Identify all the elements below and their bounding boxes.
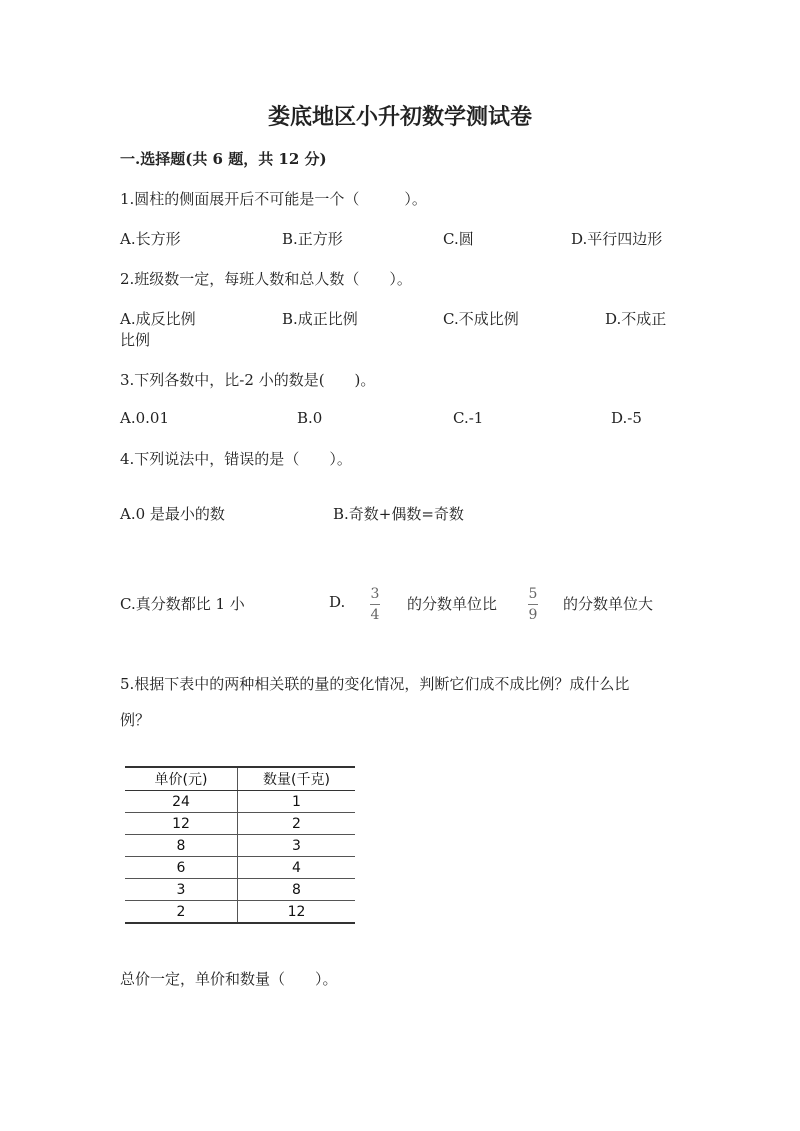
- question-4-text: 4.下列说法中，错误的是（ ）。: [120, 450, 352, 468]
- fraction-five-ninths: [528, 587, 538, 622]
- question-1-option-a[interactable]: A.长方形: [120, 230, 181, 248]
- table-cell: 2: [238, 813, 356, 835]
- fraction-1-numerator: 3: [370, 586, 380, 602]
- fraction-2-bar: [528, 604, 538, 605]
- table-cell: 6: [125, 857, 238, 879]
- fraction-three-quarters: [370, 587, 380, 622]
- table-cell: 12: [125, 813, 238, 835]
- table-cell: 3: [125, 879, 238, 901]
- table-row: [125, 813, 355, 835]
- table-cell: 8: [238, 879, 356, 901]
- fraction-1-bar: [370, 604, 380, 605]
- question-2-option-d[interactable]: D.不成正: [605, 310, 667, 328]
- table-row: [125, 879, 355, 901]
- question-4-option-d-suffix: 的分数单位大: [563, 595, 654, 613]
- question-4-option-b[interactable]: B.奇数+偶数=奇数: [333, 505, 464, 523]
- question-3-option-a[interactable]: A.0.01: [120, 409, 169, 427]
- section-heading: 一.选择题(共 6 题，共 12 分): [120, 150, 327, 168]
- table-row: [125, 835, 355, 857]
- table-cell: 1: [238, 791, 356, 813]
- table-row: [125, 857, 355, 879]
- fraction-2-denominator: 9: [528, 607, 538, 623]
- question-2-text: 2.班级数一定，每班人数和总人数（ ）。: [120, 270, 412, 288]
- table-cell: 24: [125, 791, 238, 813]
- question-2-option-c[interactable]: C.不成比例: [443, 310, 519, 328]
- table-header-quantity: 数量(千克): [238, 767, 356, 791]
- table-cell: 3: [238, 835, 356, 857]
- question-2-option-b[interactable]: B.成正比例: [282, 310, 358, 328]
- question-4-option-d-prefix[interactable]: D.: [329, 593, 346, 611]
- table-header-row: [125, 767, 355, 791]
- price-quantity-table: [125, 766, 355, 924]
- page-title: 娄底地区小升初数学测试卷: [267, 104, 532, 130]
- table-row: [125, 901, 355, 924]
- question-2-option-d-wrap: 比例: [120, 331, 151, 349]
- table-cell: 8: [125, 835, 238, 857]
- question-4-option-d-mid: 的分数单位比: [407, 595, 498, 613]
- question-2-option-a[interactable]: A.成反比例: [120, 310, 196, 328]
- question-4-option-c[interactable]: C.真分数都比 1 小: [120, 595, 245, 613]
- question-5-followup: 总价一定，单价和数量（ ）。: [120, 970, 338, 988]
- question-1-option-b[interactable]: B.正方形: [282, 230, 343, 248]
- question-5-text: 5.根据下表中的两种相关联的量的变化情况，判断它们成不成比例？成什么比: [120, 675, 630, 693]
- table-header-price: 单价(元): [125, 767, 238, 791]
- fraction-1-denominator: 4: [370, 607, 380, 623]
- table-cell: 12: [238, 901, 356, 924]
- fraction-2-numerator: 5: [528, 586, 538, 602]
- question-1-option-d[interactable]: D.平行四边形: [571, 230, 663, 248]
- question-1-text: 1.圆柱的侧面展开后不可能是一个（ ）。: [120, 190, 427, 208]
- table-cell: 4: [238, 857, 356, 879]
- question-1-option-c[interactable]: C.圆: [443, 230, 474, 248]
- question-3-text: 3.下列各数中，比-2 小的数是( )。: [120, 371, 376, 389]
- question-3-option-d[interactable]: D.-5: [611, 409, 642, 427]
- question-3-option-b[interactable]: B.0: [297, 409, 323, 427]
- question-3-option-c[interactable]: C.-1: [453, 409, 484, 427]
- table-cell: 2: [125, 901, 238, 924]
- question-4-option-a[interactable]: A.0 是最小的数: [120, 505, 225, 523]
- table-row: [125, 791, 355, 813]
- question-5-text-wrap: 例？: [120, 711, 151, 729]
